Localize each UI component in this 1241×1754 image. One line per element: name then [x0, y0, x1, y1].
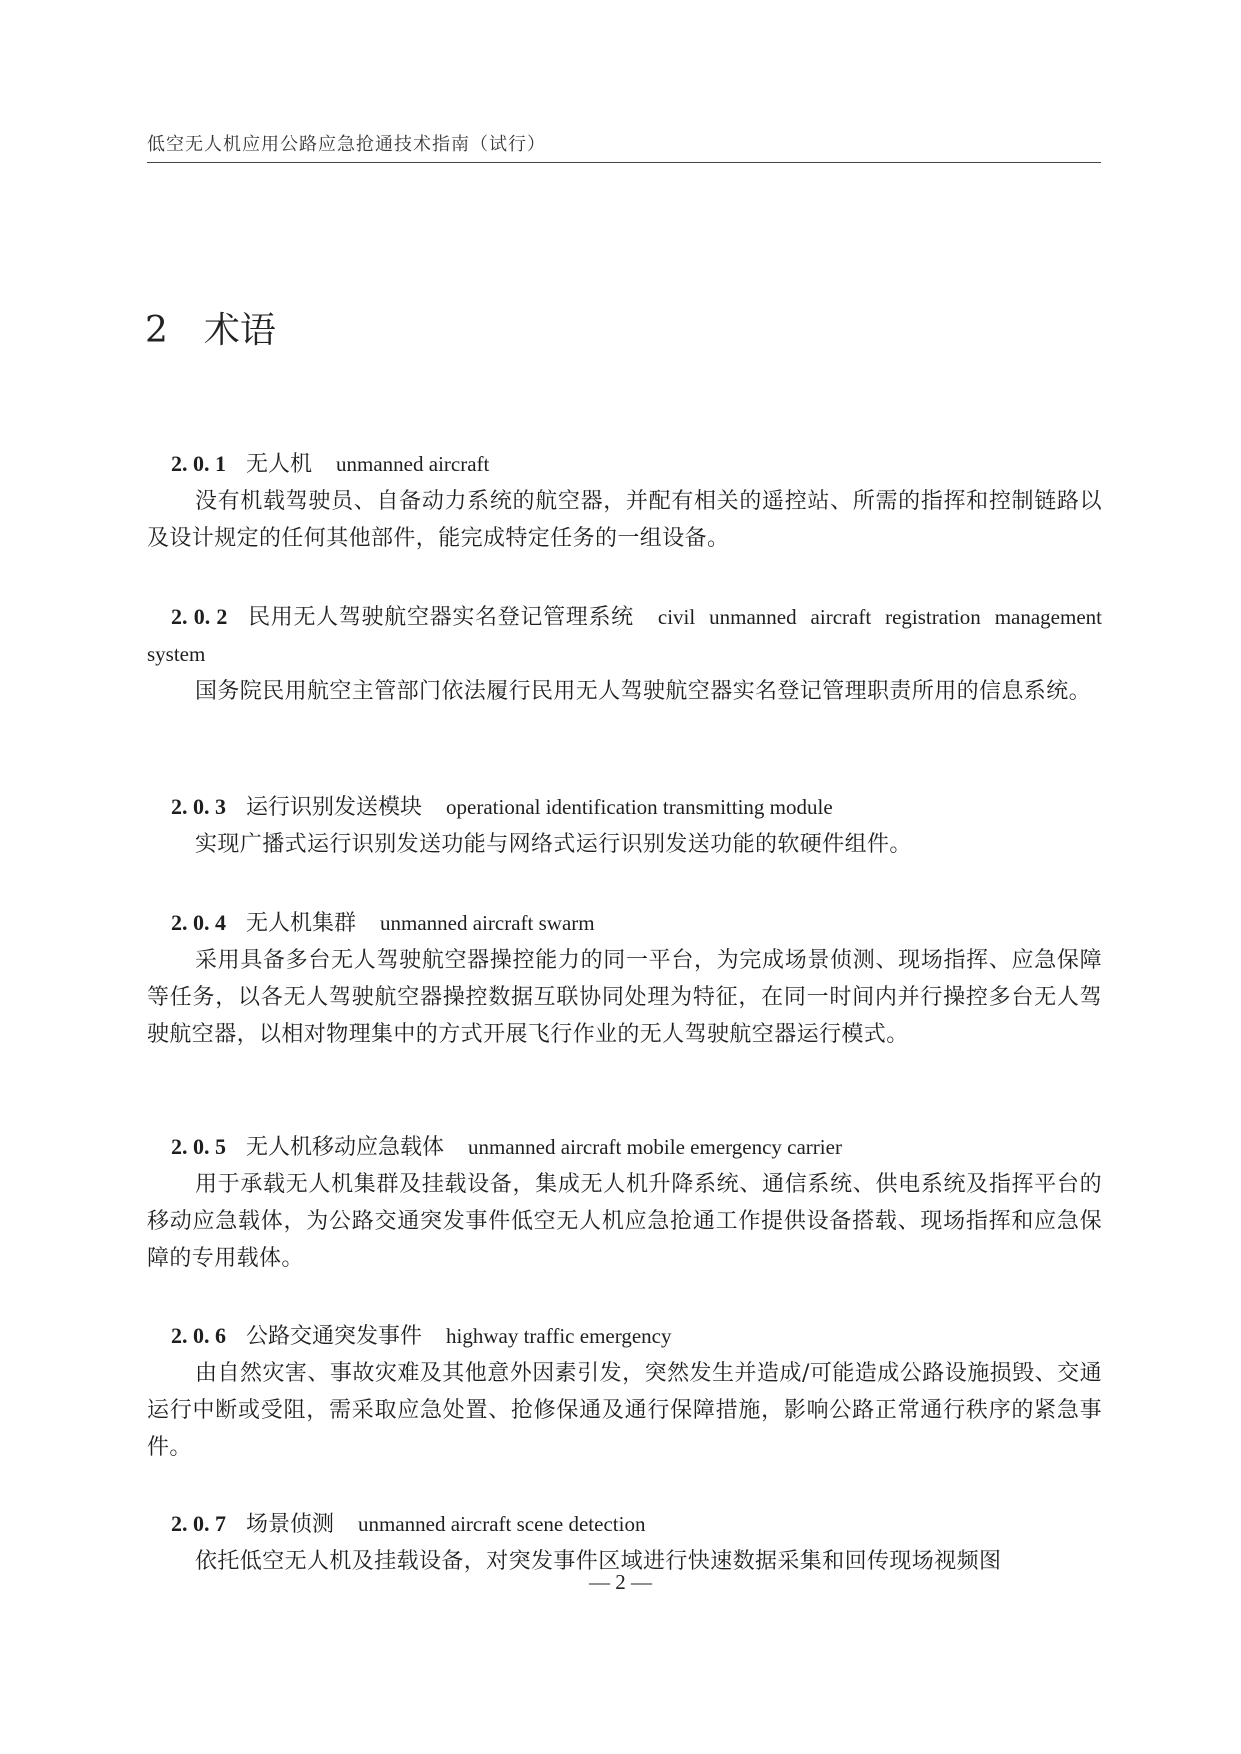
term-heading — [147, 1505, 1102, 1543]
term-chinese-name: 无人机集群 — [246, 911, 357, 936]
term-entry-2-0-7 — [147, 1505, 1102, 1580]
term-number: 2. 0. 6 — [171, 1323, 226, 1348]
term-heading — [147, 1128, 1102, 1166]
term-chinese-name: 运行识别发送模块 — [246, 795, 423, 820]
running-header: 低空无人机应用公路应急抢通技术指南（试行） — [147, 134, 546, 155]
term-english-name: unmanned aircraft swarm — [380, 911, 595, 935]
term-chinese-name: 公路交通突发事件 — [246, 1324, 423, 1349]
term-definition: 国务院民用航空主管部门依法履行民用无人驾驶航空器实名登记管理职责所用的信息系统。 — [195, 679, 1092, 704]
term-number: 2. 0. 3 — [171, 794, 226, 819]
term-chinese-name: 无人机移动应急载体 — [246, 1135, 445, 1160]
term-chinese-name: 民用无人驾驶航空器实名登记管理系统 — [247, 605, 634, 630]
term-english-name: operational identification transmitting module — [446, 795, 833, 819]
term-english-name: unmanned aircraft mobile emergency carrier — [468, 1135, 842, 1159]
term-entry-2-0-6 — [147, 1317, 1102, 1466]
term-entry-2-0-4 — [147, 904, 1102, 1053]
term-definition: 由自然灾害、事故灾难及其他意外因素引发，突然发生并造成/可能造成公路设施损毁、交通运行中断或受阻，需采取应急处置、抢修保通及通行保障措施，影响公路正常通行秩序的紧急事件。 — [147, 1361, 1102, 1460]
header-rule — [147, 162, 1101, 163]
term-chinese-name: 场景侦测 — [246, 1512, 335, 1537]
term-definition: 依托低空无人机及挂载设备，对突发事件区域进行快速数据采集和回传现场视频图 — [195, 1549, 1002, 1574]
term-heading — [147, 445, 1102, 483]
term-english-name: civil unmanned aircraft registration management system — [147, 605, 1102, 666]
term-english-name: unmanned aircraft scene detection — [358, 1512, 646, 1536]
term-number: 2. 0. 7 — [171, 1511, 226, 1536]
page-number: — 2 — — [589, 1570, 652, 1594]
term-heading — [147, 788, 1102, 826]
term-entry-2-0-2 — [147, 598, 1102, 710]
term-chinese-name: 无人机 — [246, 452, 313, 477]
term-number: 2. 0. 1 — [171, 451, 226, 476]
term-heading — [147, 1317, 1102, 1355]
term-heading — [147, 598, 1102, 673]
term-definition: 用于承载无人机集群及挂载设备，集成无人机升降系统、通信系统、供电系统及指挥平台的移动应急载体，为公路交通突发事件低空无人机应急抢通工作提供设备搭载、现场指挥和应急保障的专用载体。 — [147, 1172, 1102, 1271]
term-number: 2. 0. 2 — [171, 604, 228, 629]
term-entry-2-0-3 — [147, 788, 1102, 863]
term-number: 2. 0. 4 — [171, 910, 226, 935]
term-definition: 实现广播式运行识别发送功能与网络式运行识别发送功能的软硬件组件。 — [195, 832, 912, 857]
term-english-name: highway traffic emergency — [446, 1324, 672, 1348]
term-entry-2-0-5 — [147, 1128, 1102, 1277]
term-english-name: unmanned aircraft — [336, 452, 490, 476]
chapter-title — [145, 302, 276, 353]
term-definition: 没有机载驾驶员、自备动力系统的航空器，并配有相关的遥控站、所需的指挥和控制链路以及设计规定的任何其他部件，能完成特定任务的一组设备。 — [147, 489, 1102, 551]
term-heading — [147, 904, 1102, 942]
term-number: 2. 0. 5 — [171, 1134, 226, 1159]
term-definition: 采用具备多台无人驾驶航空器操控能力的同一平台，为完成场景侦测、现场指挥、应急保障等任务，以各无人驾驶航空器操控数据互联协同处理为特征，在同一时间内并行操控多台无人驾驶航空器，以相对物理集中的方式开展飞行作业的无人驾驶航空器运行模式。 — [147, 948, 1102, 1047]
chapter-number: 2 — [145, 310, 168, 351]
term-entry-2-0-1 — [147, 445, 1102, 557]
chapter-name: 术语 — [203, 310, 276, 351]
